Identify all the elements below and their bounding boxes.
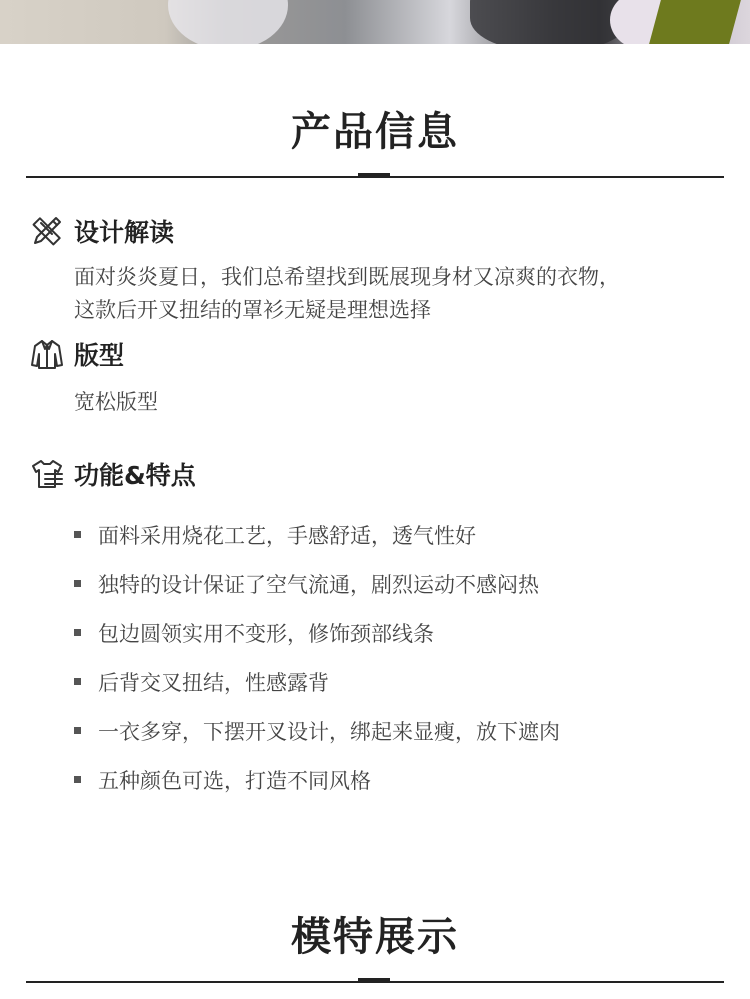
design-line: 这款后开叉扭结的罩衫无疑是理想选择 [74, 298, 431, 322]
design-line: 面对炎炎夏日，我们总希望找到既展现身材又凉爽的衣物， [74, 265, 620, 289]
bullet-icon [74, 580, 81, 587]
model-showcase-title: 模特展示 [291, 914, 459, 960]
design-description [74, 261, 714, 327]
feature-text: 后背交叉扭结，性感露背 [98, 670, 329, 695]
bullet-icon [74, 678, 81, 685]
pencil-ruler-icon [30, 214, 64, 248]
feature-list [74, 510, 560, 804]
section-divider-tab [358, 173, 390, 178]
fit-heading-label: 版型 [74, 341, 125, 370]
shirt-list-icon [30, 457, 64, 491]
design-heading-label: 设计解读 [74, 218, 175, 247]
product-photo-strip [0, 0, 750, 44]
feature-text: 包边圆领实用不变形，修饰颈部线条 [98, 621, 434, 646]
bullet-icon [74, 776, 81, 783]
feature-text: 面料采用烧花工艺，手感舒适，透气性好 [98, 523, 476, 548]
features-heading-label: 功能&特点 [74, 461, 196, 490]
list-item [74, 706, 560, 755]
fit-heading [30, 336, 124, 372]
features-heading [30, 456, 196, 492]
feature-text: 五种颜色可选，打造不同风格 [98, 768, 371, 793]
list-item [74, 755, 560, 804]
section-divider-tab [358, 978, 390, 983]
list-item [74, 657, 560, 706]
feature-text: 独特的设计保证了空气流通，剧烈运动不感闷热 [98, 572, 539, 597]
list-item [74, 510, 560, 559]
fit-description: 宽松版型 [74, 390, 158, 414]
feature-text: 一衣多穿，下摆开叉设计，绑起来显瘦，放下遮肉 [98, 719, 560, 744]
product-info-title: 产品信息 [291, 109, 459, 155]
list-item [74, 608, 560, 657]
design-heading [30, 213, 174, 249]
bullet-icon [74, 531, 81, 538]
list-item [74, 559, 560, 608]
bullet-icon [74, 727, 81, 734]
jacket-icon [30, 337, 64, 371]
bullet-icon [74, 629, 81, 636]
